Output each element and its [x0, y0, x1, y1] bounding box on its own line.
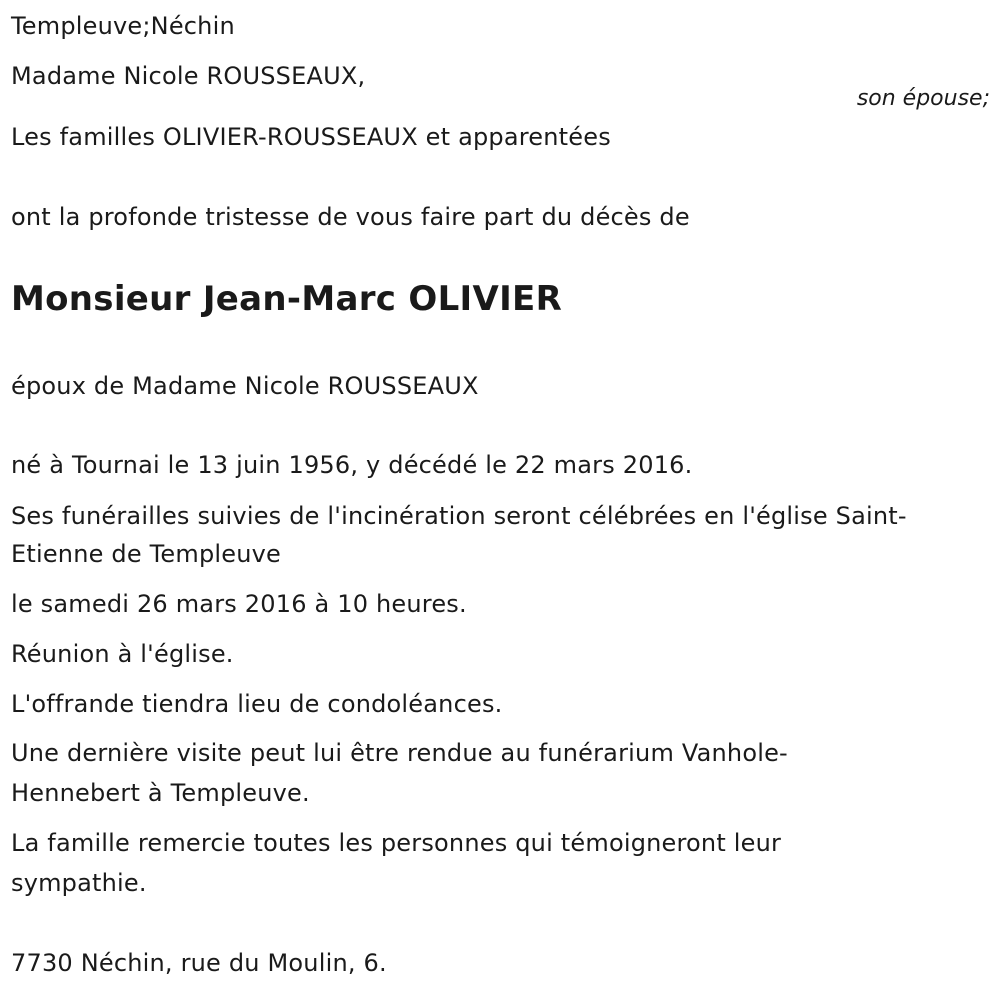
- meeting-line: Réunion à l'église.: [11, 640, 234, 668]
- visit-line-1: Une dernière visite peut lui être rendue au funérarium Vanhole-: [11, 739, 788, 767]
- spouse-name: Madame Nicole ROUSSEAUX,: [11, 62, 366, 90]
- families-line: Les familles OLIVIER-ROUSSEAUX et apparentées: [11, 123, 611, 151]
- visit-line-2: Hennebert à Templeuve.: [11, 779, 310, 807]
- address-line: 7730 Néchin, rue du Moulin, 6.: [11, 949, 387, 977]
- deceased-name: Monsieur Jean-Marc OLIVIER: [11, 279, 563, 319]
- ceremony-line-1: Ses funérailles suivies de l'incinération seront célébrées en l'église Saint-: [11, 502, 907, 530]
- location-line: Templeuve;Néchin: [11, 12, 235, 40]
- spouse-role: son épouse;: [856, 86, 990, 111]
- birth-death-line: né à Tournai le 13 juin 1956, y décédé le 22 mars 2016.: [11, 451, 693, 479]
- thanks-line-2: sympathie.: [11, 869, 147, 897]
- announcement-line: ont la profonde tristesse de vous faire part du décès de: [11, 203, 690, 231]
- relation-line: époux de Madame Nicole ROUSSEAUX: [11, 372, 479, 400]
- ceremony-line-2: Etienne de Templeuve: [11, 540, 282, 568]
- offering-line: L'offrande tiendra lieu de condoléances.: [11, 690, 503, 718]
- thanks-line-1: La famille remercie toutes les personnes qui témoigneront leur: [11, 829, 782, 857]
- funeral-date: le samedi 26 mars 2016 à 10 heures.: [11, 590, 467, 618]
